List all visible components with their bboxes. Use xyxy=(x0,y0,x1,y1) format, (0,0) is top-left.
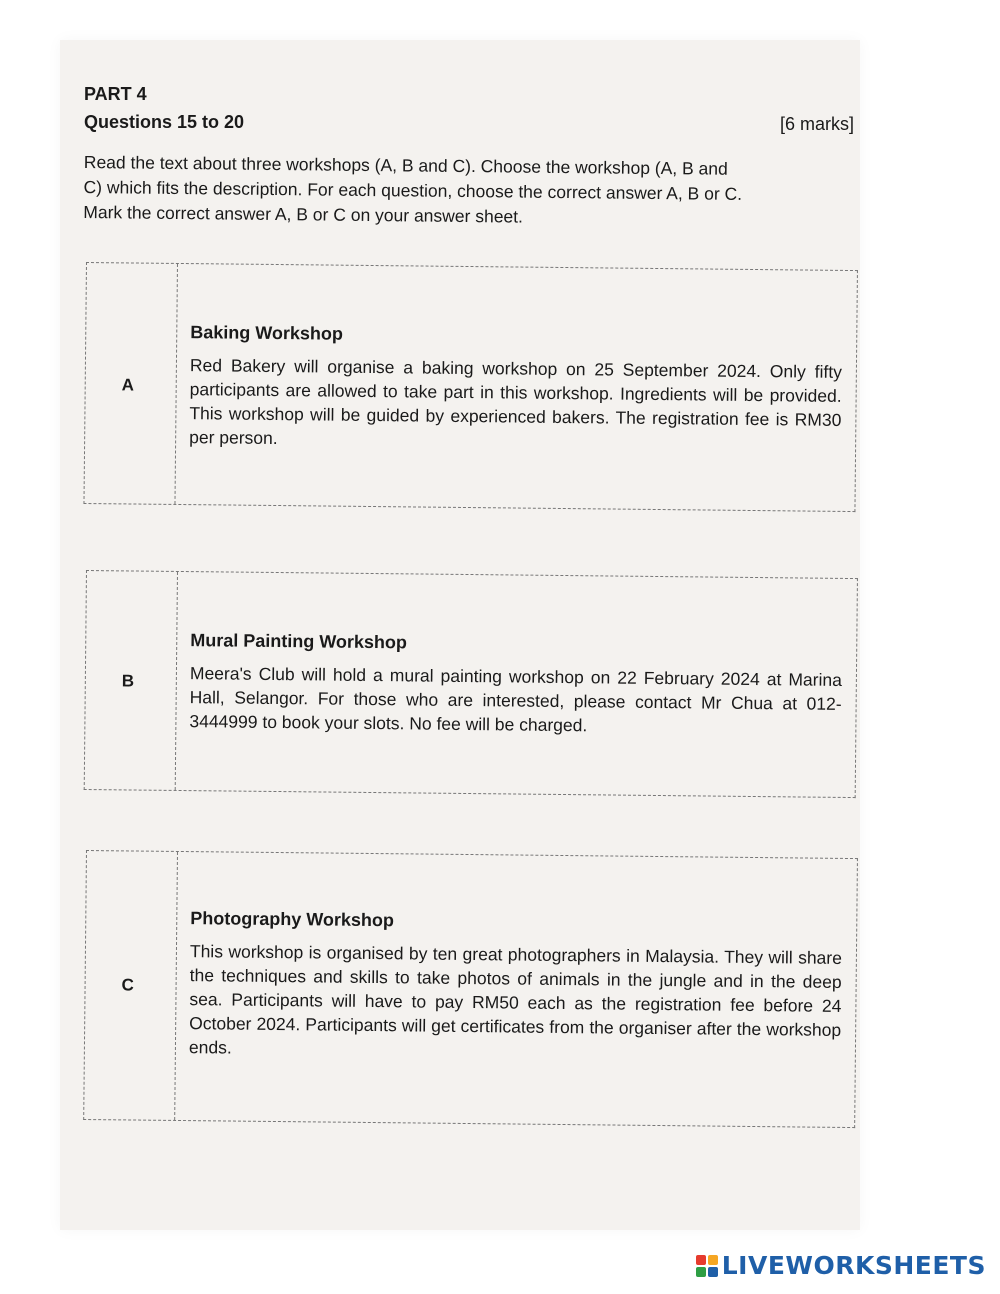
workshop-box-c xyxy=(83,850,858,1128)
workshop-title: Mural Painting Workshop xyxy=(190,630,408,653)
instructions-line: C) which fits the description. For each question, choose the correct answer A, B or C. xyxy=(83,176,743,204)
workshop-text: Meera's Club will hold a mural painting workshop on 22 February 2024 at Marina Hall, Selangor. For those who are interested, please contact Mr Chua at 012-3444999 to book your slots. No fee will be charged. xyxy=(189,663,842,736)
instructions xyxy=(83,150,856,233)
instructions-line: Mark the correct answer A, B or C on your answer sheet. xyxy=(83,201,524,227)
logo-text: LIVEWORKSHEETS xyxy=(721,1251,986,1280)
logo-mark-icon xyxy=(696,1255,718,1277)
workshop-content xyxy=(189,322,842,456)
workshop-letter: C xyxy=(121,975,134,995)
part-title: PART 4 xyxy=(84,84,147,104)
instructions-line: Read the text about three workshops (A, B and C). Choose the workshop (A, B and xyxy=(83,151,728,179)
workshop-letter: B xyxy=(121,671,135,691)
workshop-box-a xyxy=(83,262,857,512)
letter-column xyxy=(85,571,178,790)
marks-label: [6 marks] xyxy=(779,114,854,134)
liveworksheets-logo xyxy=(696,1251,986,1280)
questions-range: Questions 15 to 20 xyxy=(84,112,245,132)
workshop-content xyxy=(189,630,842,740)
workshop-title: Photography Workshop xyxy=(190,908,395,931)
workshop-box-b xyxy=(84,570,858,798)
workshop-letter: A xyxy=(121,375,135,395)
workshop-title: Baking Workshop xyxy=(190,322,344,344)
workshop-content xyxy=(189,908,843,1066)
letter-column xyxy=(84,851,178,1120)
workshop-text: This workshop is organised by ten great photographers in Malaysia. They will share the techniques and skills to take photos of animals in the jungle and in the deep sea. Participants will have to pay RM50 each as the registration fee before 24 October 2024. Participants will get certificates from the organiser after the workshop ends. xyxy=(188,941,843,1058)
workshop-text: Red Bakery will organise a baking workshop on 25 September 2024. Only fifty participants are allowed to take part in this workshop. Ingredients will be provided. This workshop will be guided by experienced bakers. The registration fee is RM30 per person. xyxy=(189,355,842,449)
letter-column xyxy=(84,263,178,504)
